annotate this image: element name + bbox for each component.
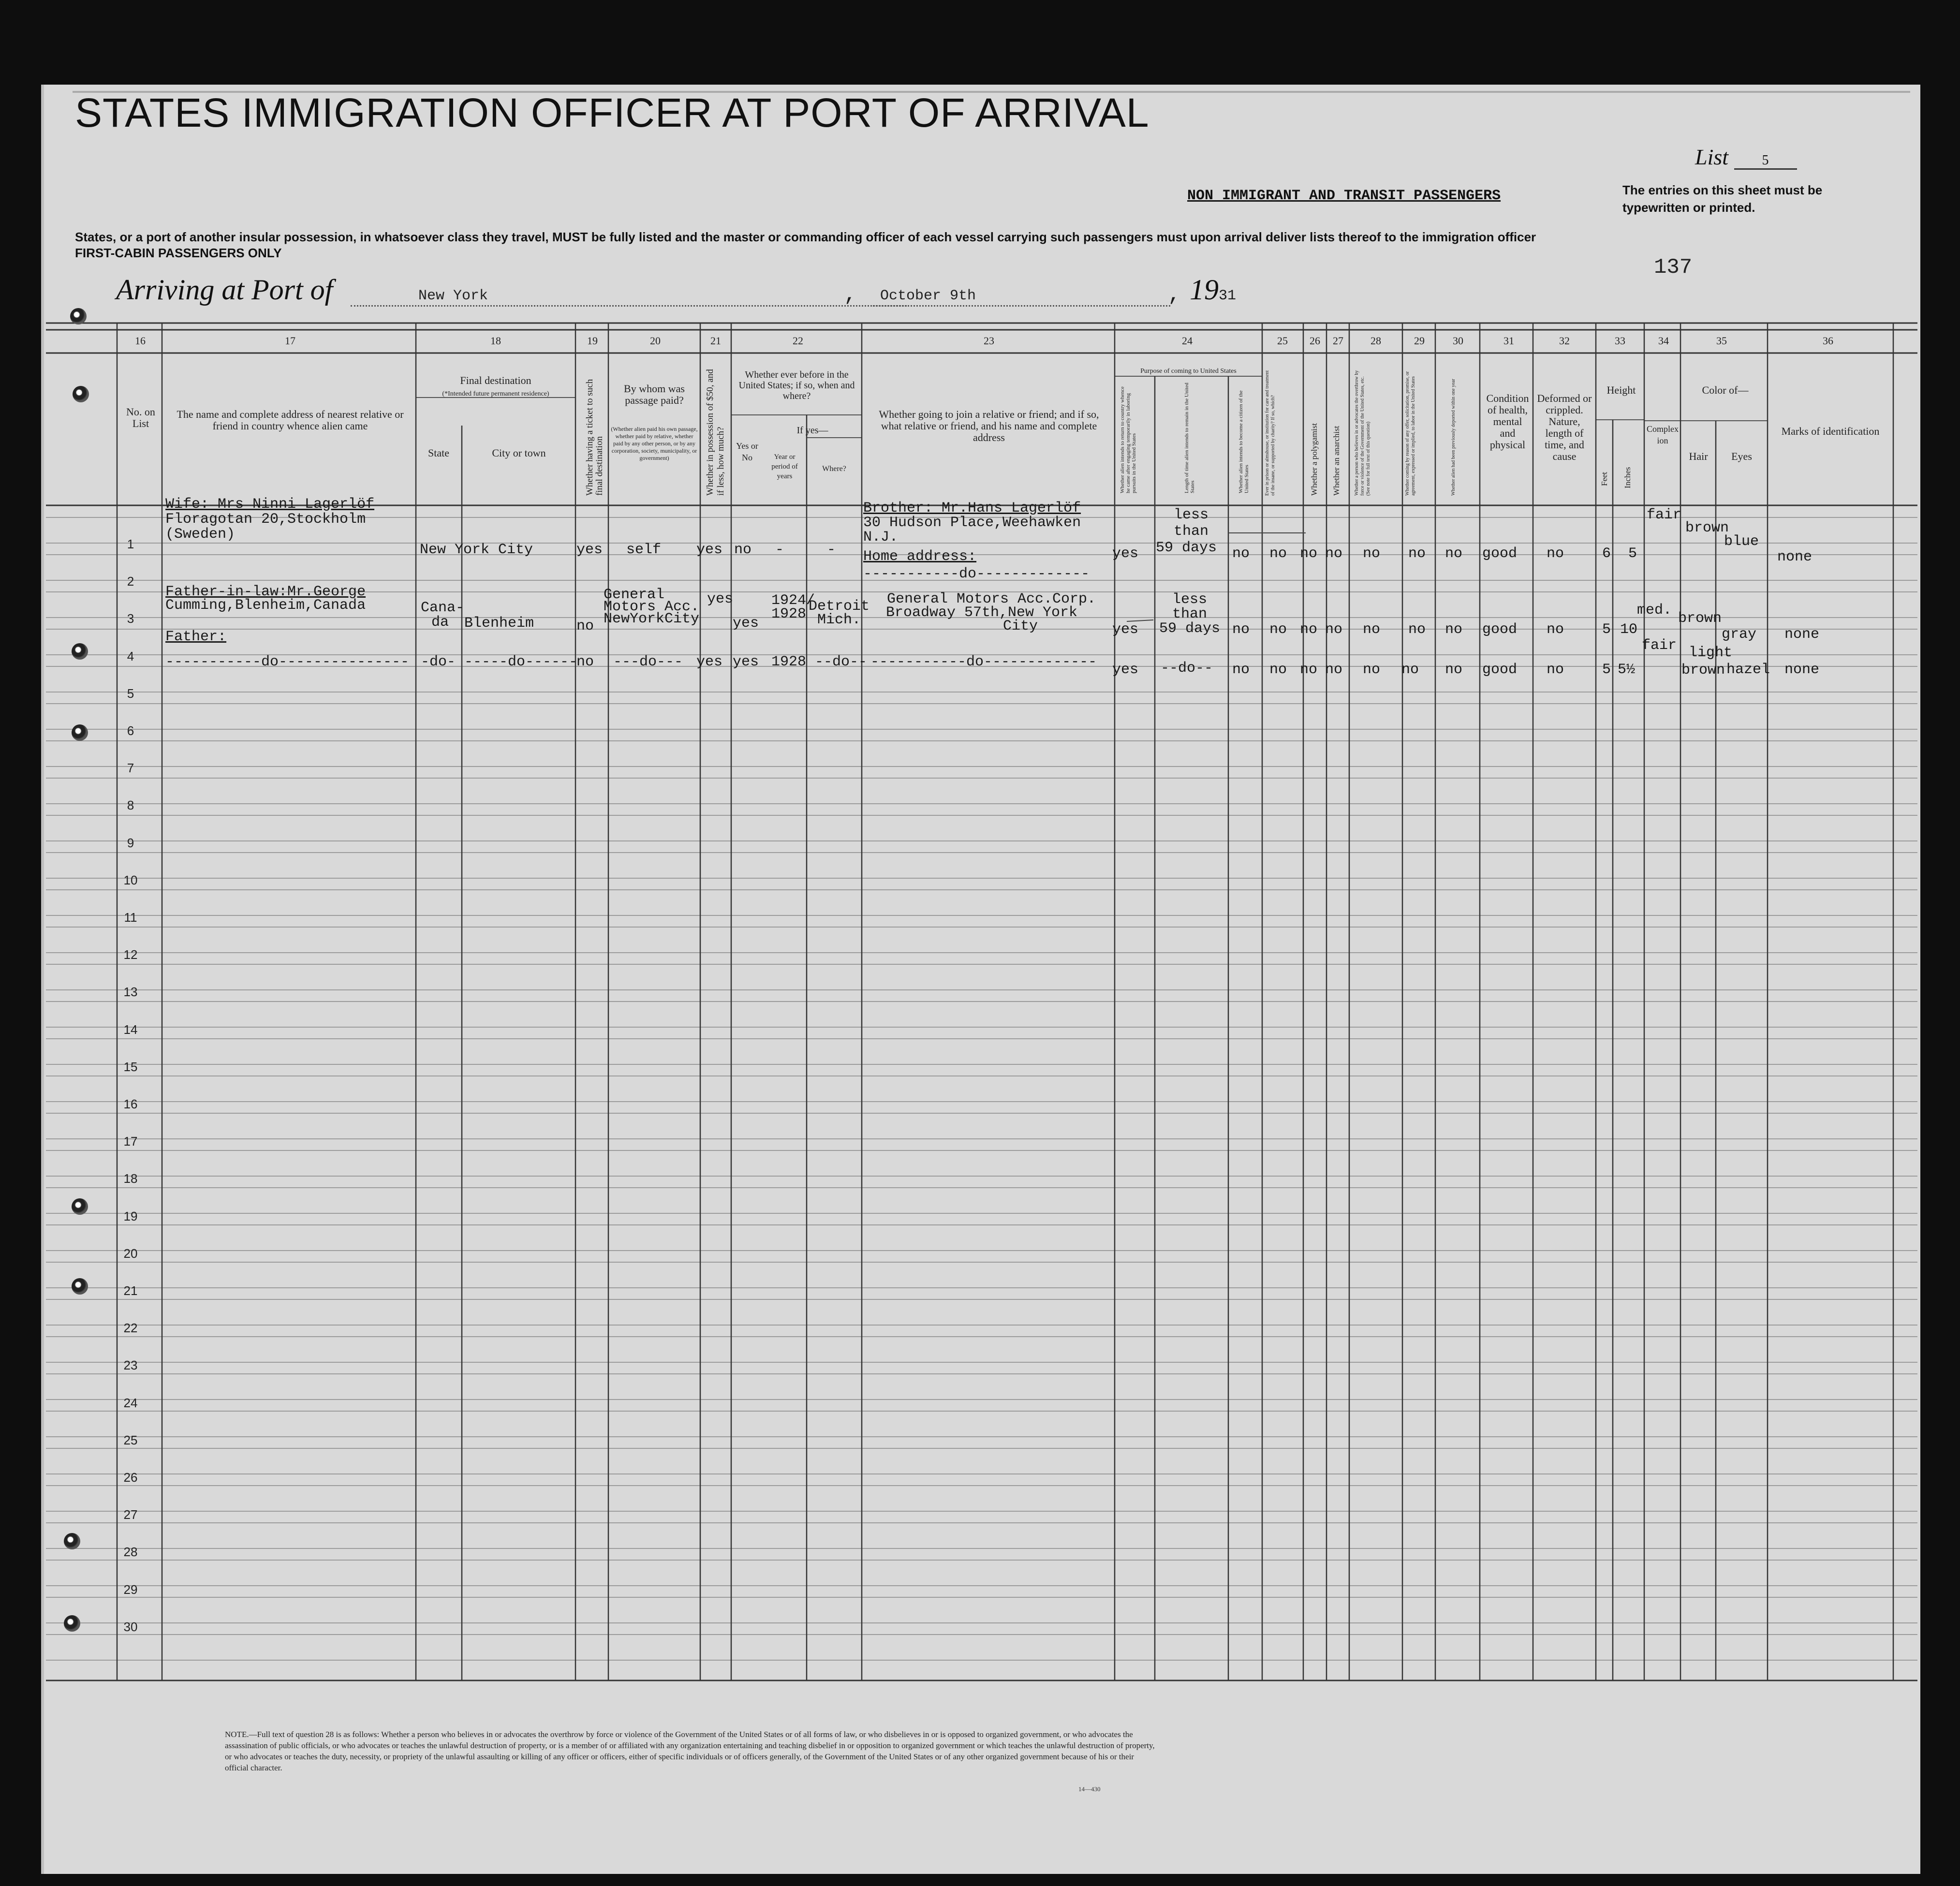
col-num-28: 28 (1371, 335, 1381, 347)
header-height: Height (1606, 384, 1636, 396)
entry4-eyes: hazel (1726, 662, 1770, 678)
row-number: 20 (123, 1246, 138, 1261)
entry1-destination: New York City (420, 542, 533, 558)
header-purpose-b: Length of time alien intends to remain in the United States (1184, 383, 1195, 493)
entry1-feet: 6 (1602, 545, 1611, 562)
form-instructions: States, or a port of another insular possession, in whatsoever class they travel, MUST be fully listed and the master or commanding officer of each vessel carrying such passengers must upon arrival deliver lists thereof to the immigration officer (75, 230, 1536, 244)
row-number: 8 (127, 798, 134, 813)
entry3-col26: no (1300, 621, 1318, 638)
col-num-23: 23 (984, 335, 994, 347)
header-purpose-a: Whether alien intends to return to country whence he came after engaging temporarily in laboring pursuits in the United States (1120, 386, 1137, 493)
entry1-join (863, 501, 1090, 581)
row-number: 28 (123, 1545, 138, 1560)
row-number: 25 (123, 1432, 138, 1447)
row-number: 15 (123, 1059, 138, 1074)
entry3-marks: none (1784, 626, 1820, 643)
header-yes-or-no: Yes or No (736, 441, 758, 462)
entry1-col28: no (1363, 545, 1381, 562)
row-number: 21 (123, 1283, 138, 1298)
entry4-money: yes (696, 654, 723, 670)
binder-hole (64, 1615, 80, 1632)
page-number: 137 (1654, 255, 1693, 280)
col-num-36: 36 (1823, 335, 1833, 347)
entry3-feet: 5 (1602, 621, 1611, 638)
header-purpose-c: Whether alien intends to become a citizen of the United States (1238, 390, 1250, 493)
entry3-inches: 10 (1620, 621, 1638, 638)
entry3-state (421, 600, 465, 631)
header-ticket: Whether having a ticket to such final destination (585, 379, 604, 496)
col-num-24: 24 (1182, 335, 1193, 347)
entry3-col30: no (1445, 621, 1463, 638)
header-prison: Ever in prison or almshouse, or institution for care and treatment of the insane, or supported by charity? If so, which? (1265, 370, 1276, 496)
entry4-col27: no (1325, 662, 1343, 678)
col-num-17: 17 (285, 335, 295, 347)
entry4-purpose-c: no (1232, 662, 1250, 678)
col-num-22: 22 (793, 335, 803, 347)
row-number: 27 (123, 1507, 138, 1522)
header-join-relative: Whether going to join a relative or friend; and if so, what relative or friend, and his name and complete address (879, 408, 1099, 443)
entry3-col28: no (1363, 621, 1381, 638)
passenger-category: NON IMMIGRANT AND TRANSIT PASSENGERS (1187, 188, 1501, 204)
entry4-purpose-a: yes (1112, 662, 1139, 678)
col-num-27: 27 (1333, 335, 1343, 347)
row-number: 16 (123, 1097, 138, 1111)
year-separator: , (1168, 283, 1181, 307)
col-num-16: 16 (135, 335, 146, 347)
entry4-city: -----do------ (464, 654, 578, 670)
entry4-marks: none (1784, 662, 1820, 678)
row-number: 2 (127, 574, 134, 589)
entry3-relative-line1: Father-in-law:Mr.George (165, 584, 366, 600)
col-num-29: 29 (1414, 335, 1425, 347)
binder-hole (72, 1198, 88, 1215)
date-separator: , (844, 283, 857, 307)
entry3-paid-by (604, 589, 699, 625)
row-number: 26 (123, 1470, 138, 1485)
entry1-paid-by: self (626, 542, 662, 558)
entry4-join: -----------do------------- (870, 654, 1097, 670)
arriving-label: Arriving at Port of (116, 274, 333, 306)
entry3-health: good (1482, 621, 1518, 638)
first-cabin-label: FIRST-CABIN PASSENGERS ONLY (75, 246, 282, 260)
header-complexion: Complexion (1647, 424, 1679, 445)
entry1-relative-line2: Floragotan 20,Stockholm (165, 511, 366, 528)
header-deformed: Deformed or crippled. Nature, length of time, and cause (1537, 392, 1592, 462)
binder-hole (72, 724, 88, 741)
entry3-money: yes (707, 591, 734, 607)
entry1-complexion: fair (1647, 507, 1682, 523)
entry1-purpose-b-line1: less (1173, 507, 1208, 523)
binder-hole (73, 386, 89, 402)
binder-hole (64, 1533, 80, 1549)
entry3-city: Blenheim (464, 615, 534, 632)
entry1-deformed: no (1547, 545, 1564, 562)
col-num-31: 31 (1503, 335, 1514, 347)
header-where: Where? (822, 465, 846, 473)
entry1-relative (165, 497, 374, 542)
col-num-25: 25 (1277, 335, 1288, 347)
header-deported: Whether alien had been previously deported within one year (1451, 379, 1456, 496)
entry4-hair (1674, 644, 1732, 679)
row-number: 1 (127, 537, 134, 551)
col-num-34: 34 (1658, 335, 1669, 347)
header-polygamist: Whether a polygamist (1310, 423, 1319, 496)
binder-hole (72, 1278, 88, 1295)
entry4-health: good (1482, 662, 1518, 678)
col-num-35: 35 (1716, 335, 1727, 347)
entry1-ticket: yes (576, 542, 603, 558)
entry1-join-line2: 30 Hudson Place,Weehawken (863, 515, 1081, 531)
entry3-col29: no (1408, 621, 1426, 638)
entry1-col30: no (1445, 545, 1463, 562)
row-number: 23 (123, 1358, 138, 1373)
entry1-before: no (734, 542, 752, 558)
entry1-col26: no (1300, 545, 1318, 562)
entry4-relative-ditto: -----------do--------------- (165, 654, 410, 670)
entry1-home-label: Home address: (863, 548, 977, 565)
date-field: October 9th (870, 288, 1170, 307)
col-num-18: 18 (490, 335, 501, 347)
entry1-col29: no (1408, 545, 1426, 562)
row-number: 5 (127, 686, 134, 701)
entry3-purpose-a: yes (1112, 621, 1139, 638)
header-no-on-list: No. on List (126, 406, 155, 429)
header-condition: Condition of health, mental and physical (1486, 392, 1529, 451)
entry4-feet: 5 (1602, 662, 1611, 678)
row-number: 3 (127, 611, 134, 626)
entry4-complexion: fair (1642, 637, 1677, 654)
entry3-col25: no (1269, 621, 1287, 638)
entry4-paid-by: ---do--- (613, 654, 683, 670)
col-num-32: 32 (1559, 335, 1570, 347)
row-number: 24 (123, 1395, 138, 1410)
entry3-join-line1: General Motors Acc.Corp. (886, 591, 1096, 607)
row-number: 10 (123, 872, 138, 887)
entry3-relative-line2: Cumming,Blenheim,Canada (165, 597, 366, 614)
entry1-hair: brown (1685, 520, 1729, 536)
entry1-purpose-b (1155, 507, 1223, 556)
header-offer: Whether coming by reason of any offer, solicitation, promise, or agreement, expressed or implied, to labor in the United States (1405, 371, 1416, 496)
entry3-state-line2: da (431, 614, 449, 631)
row-number: 6 (127, 723, 134, 738)
entry1-purpose-b-line2: than (1173, 523, 1208, 540)
form-title: STATES IMMIGRATION OFFICER AT PORT OF ARRIVAL (75, 90, 1149, 135)
entry1-health: good (1482, 545, 1518, 562)
entry3-paid-line1: General (604, 587, 665, 603)
entry3-join-line2: Broadway 57th,New York (885, 604, 1078, 621)
binder-hole (72, 643, 88, 660)
row-number: 9 (127, 835, 134, 850)
entry1-purpose-c: no (1232, 545, 1250, 562)
header-overthrow: Whether a person who believes in or advocates the overthrow by force or violence of the Government of the United States, etc. (See note for full text of this question) (1354, 370, 1371, 496)
row-number: 4 (127, 648, 134, 663)
entry1-relative-line3: (Sweden) (165, 526, 236, 543)
header-before-us: Whether ever before in the United States; if so, when and where? (738, 369, 855, 401)
entry1-join-line1: Brother: Mr.Hans Lagerlöf (863, 500, 1081, 516)
entry3-col27: no (1325, 621, 1343, 638)
row-number: 29 (123, 1582, 138, 1597)
header-relative-name: The name and complete address of nearest relative or friend in country whence alien came (177, 408, 404, 432)
row-number: 7 (127, 761, 134, 776)
entry1-col25: no (1269, 545, 1287, 562)
entry3-deformed: no (1547, 621, 1564, 638)
entry1-year: - (775, 542, 784, 558)
entry4-state: -do- (421, 654, 456, 670)
entry4-inches: 5½ (1618, 662, 1636, 678)
header-feet: Feet (1600, 472, 1609, 486)
entry4-col25: no (1269, 662, 1287, 678)
entry1-relative-line1: Wife: Mrs Ninni Lagerlöf (165, 496, 375, 513)
row-number: 30 (123, 1619, 138, 1634)
header-city: City or town (492, 447, 546, 459)
row-number: 19 (123, 1208, 138, 1223)
col-num-33: 33 (1615, 335, 1625, 347)
port-field: New York (351, 288, 907, 307)
entry3-join-line3: City (1002, 618, 1038, 634)
footer-note: NOTE.—Full text of question 28 is as follows: Whether a person who believes in or advocates the overthrow by force or violence of the Government of the United States or of all forms of law, or who disbelieves in or is opposed to organized government, or who advocates the assassination of public officials, or who advocates or teaches the unlawful destruction of property, or is a member of or affiliated with any organization entertaining and teaching disbelief in or opposition to organized government or which teaches the unlawful destruction of property, or who advocates or teaches the duty, necessity, or propriety of the unlawful assaulting or killing of any officer or officers, either of specific individuals or of officers generally, of the Government of the United States or of any other organized government because of his or their official character. (225, 1730, 1155, 1772)
entry4-col29: no (1401, 662, 1419, 678)
header-inches: Inches (1623, 467, 1632, 488)
header-hair: Hair (1689, 450, 1708, 462)
entry3-join (870, 592, 1112, 633)
binder-hole (70, 308, 87, 324)
header-money: Whether in possession of $50, and if less, how much? (705, 369, 726, 496)
typewritten-note: The entries on this sheet must be typewritten or printed. (1622, 183, 1823, 215)
header-passage-note: (Whether alien paid his own passage, whether paid by relative, whether paid by any other person, or by any corporation, society, municipality, or government) (611, 426, 698, 461)
year-field: 1931 (1190, 274, 1237, 306)
header-passage-paid: By whom was passage paid? (624, 383, 685, 406)
header-state: State (428, 447, 449, 459)
header-destination-note: (*Intended future permanent residence) (442, 390, 549, 398)
entry4-year: 1928 (771, 654, 807, 670)
entry1-col27: no (1325, 545, 1343, 562)
entry4-ticket: no (576, 654, 594, 670)
entry3-purpose-b-line2: than (1172, 606, 1207, 622)
header-year-period: Year or period of years (771, 453, 798, 480)
entry3-complexion: med. (1637, 602, 1672, 619)
entry3-purpose-b-line3: 59 days (1159, 620, 1221, 637)
entry4-hair-line1: light (1689, 645, 1733, 661)
row-number: 12 (123, 947, 138, 962)
header-purpose: Purpose of coming to United States (1140, 368, 1237, 375)
header-if-yes: If yes— (796, 425, 828, 436)
entry3-where-line2: Mich. (817, 612, 861, 628)
entry1-inches: 5 (1628, 545, 1637, 562)
row-number: 14 (123, 1022, 138, 1037)
row-number: 22 (123, 1321, 138, 1336)
entry4-before: yes (733, 654, 759, 670)
entry1-home-ditto: -----------do------------- (863, 566, 1090, 582)
header-anarchist: Whether an anarchist (1332, 426, 1341, 496)
entry3-before: yes (733, 615, 759, 632)
header-marks: Marks of identification (1781, 425, 1880, 437)
header-color-of: Color of— (1702, 384, 1749, 396)
entry1-where: - (827, 542, 836, 558)
entry4-deformed: no (1547, 662, 1564, 678)
entry1-purpose-a: yes (1112, 545, 1139, 562)
row-number: 18 (123, 1171, 138, 1186)
col-num-20: 20 (650, 335, 661, 347)
col-num-30: 30 (1453, 335, 1463, 347)
entry1-marks: none (1777, 549, 1813, 565)
entry3-year-line1: 1924/ (771, 592, 815, 609)
row-number: 11 (124, 910, 137, 925)
entry1-join-line3: N.J. (863, 529, 899, 545)
col-num-26: 26 (1310, 335, 1320, 347)
entry4-purpose-b: --do-- (1161, 660, 1213, 677)
entry4-col28: no (1363, 662, 1381, 678)
entry3-where-line1: Detroit (809, 598, 870, 615)
header-eyes: Eyes (1731, 450, 1752, 462)
entry3-purpose-c: no (1232, 621, 1250, 638)
entry3-ticket: no (576, 618, 594, 634)
entry4-col26: no (1300, 662, 1318, 678)
entry3-state-line1: Cana- (421, 600, 465, 616)
entry4-col30: no (1445, 662, 1463, 678)
entry3-purpose-b (1153, 592, 1226, 636)
entry3-year-line2: 1928 (771, 606, 807, 622)
header-final-destination: Final destination (460, 374, 531, 386)
row-number: 17 (123, 1134, 138, 1149)
entry3-relative (165, 585, 366, 612)
entry3-paid-line2: Motors Acc. (604, 599, 700, 615)
entry3-eyes: gray (1722, 626, 1757, 643)
entry1-eyes: blue (1724, 533, 1759, 550)
entry3-hair: brown (1678, 610, 1722, 627)
entry3-purpose-b-line1: less (1172, 591, 1207, 608)
entry1-money: yes (696, 542, 723, 558)
entry3-paid-line3: NewYorkCity (604, 611, 700, 627)
entry1-purpose-b-line3: 59 days (1155, 540, 1217, 556)
entry4-relative-label: Father: (165, 629, 227, 645)
col-num-19: 19 (587, 335, 598, 347)
row-number: 13 (123, 985, 138, 1000)
entry4-hair-line2: brown (1681, 662, 1725, 678)
list-number: List 5 (1695, 144, 1797, 170)
form-number: 14—430 (1078, 1785, 1101, 1793)
col-num-21: 21 (710, 335, 721, 347)
entry4-where: --do-- (815, 654, 868, 670)
